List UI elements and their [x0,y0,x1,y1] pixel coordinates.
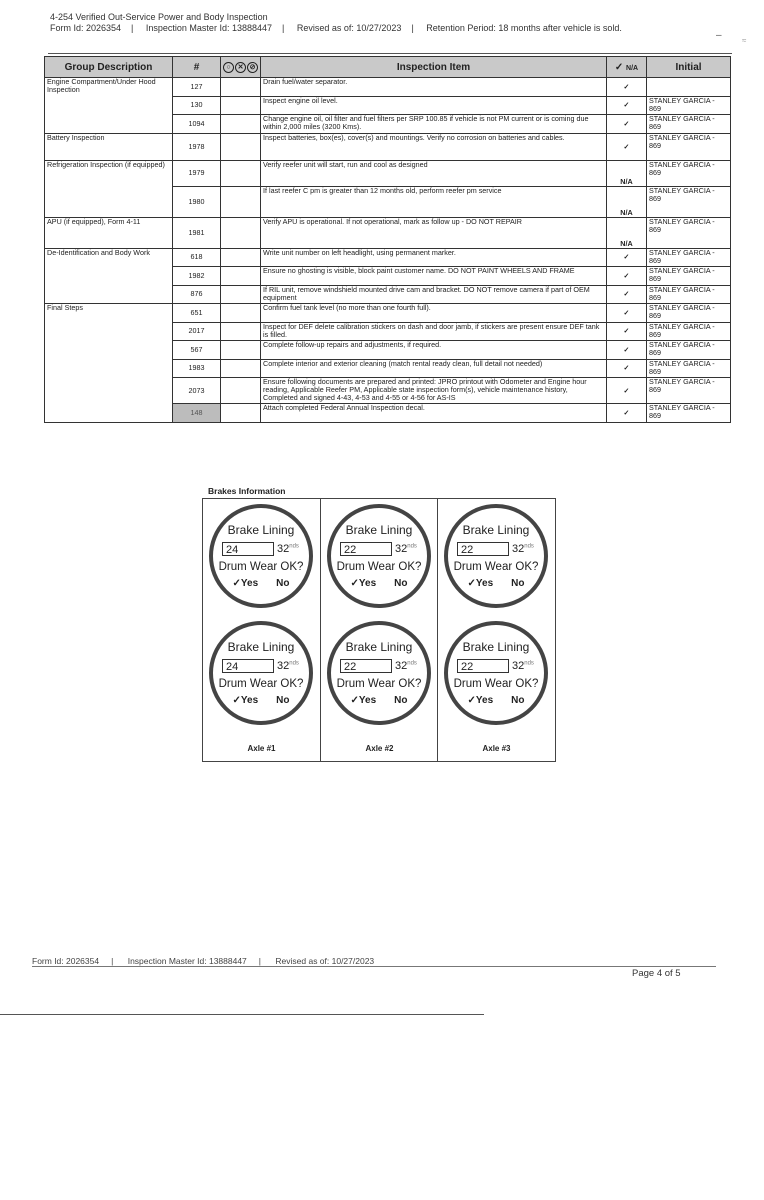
axle-label: Axle #3 [482,744,511,753]
blank-cell [221,248,261,267]
brake-lining-label: Brake Lining [462,523,530,537]
brake-lining-label: Brake Lining [462,640,530,654]
item-code: 2017 [173,322,221,341]
brake-unit [512,543,534,555]
blank-cell [221,96,261,115]
brake-gauge [327,504,431,608]
brake-lining-value: 24 [222,659,274,673]
footer-divider [32,966,716,967]
yes-no-options [213,695,309,706]
drum-wear-label: Drum Wear OK? [336,678,422,690]
initial-cell: STANLEY GARCIA - 869 [647,133,731,160]
blank-cell [221,217,261,248]
brake-lining-label: Brake Lining [345,523,413,537]
blank-cell [221,322,261,341]
blank-cell [221,304,261,323]
table-header-row [45,57,731,78]
header-form-id: Form Id: 2026354 [50,23,122,33]
unit-sup: nds [524,660,534,667]
check-icon: ✓ [614,61,627,73]
inspection-table [44,56,731,423]
no-option: No [511,578,525,589]
initial-cell: STANLEY GARCIA - 869 [647,160,731,187]
footer-revised: Revised as of: 10/27/2023 [275,956,375,966]
axle-label: Axle #1 [247,744,276,753]
status-symbols-icon: ○ ✕ ⊘ [223,62,258,73]
item-text: If RIL unit, remove windshield mounted drive cam and bracket. DO NOT remove camera if part of OEM equipment [261,285,607,304]
item-code: 1982 [173,267,221,286]
blank-cell [221,285,261,304]
col-check-na [607,57,647,78]
group-cell [45,404,173,423]
unit-sup: nds [524,543,534,550]
yes-no-options [213,578,309,589]
item-code: 130 [173,96,221,115]
item-text: Drain fuel/water separator. [261,78,607,97]
table-row [45,187,731,218]
item-code: 2073 [173,378,221,404]
no-option: No [511,695,525,706]
table-row [45,304,731,323]
table-row [45,78,731,97]
unit-sup: nds [407,660,417,667]
no-option: No [276,578,290,589]
page-header [50,12,622,34]
col-inspection-item: Inspection Item [261,57,607,78]
item-text: Write unit number on left headlight, using permanent marker. [261,248,607,267]
group-cell [45,115,173,134]
initial-cell: STANLEY GARCIA - 869 [647,96,731,115]
group-cell: Final Steps [45,304,173,323]
yes-option: ✓Yes [467,695,494,706]
item-text: Complete interior and exterior cleaning (match rental ready clean, full detail not needed) [261,359,607,378]
item-text: Complete follow-up repairs and adjustments, if required. [261,341,607,360]
brakes-title: Brakes Information [208,486,286,496]
drum-wear-label: Drum Wear OK? [453,561,539,573]
col-na-label: N/A [626,64,639,72]
status-check: ✓ [607,78,647,97]
table-row [45,217,731,248]
blank-cell [221,78,261,97]
initial-cell: STANLEY GARCIA - 869 [647,187,731,218]
brake-unit [395,543,417,555]
table-row [45,160,731,187]
group-cell [45,341,173,360]
header-revised: Revised as of: 10/27/2023 [296,23,402,33]
page-number: Page 4 of 5 [632,968,681,979]
status-check: ✓ [607,304,647,323]
page-footer: Form Id: 2026354 | Inspection Master Id: 13888447 | Revised as of: 10/27/2023 [32,956,375,966]
item-text: Inspect batteries, box(es), cover(s) and mountings. Verify no corrosion on batteries and cables. [261,133,607,160]
brake-gauge [209,621,313,725]
group-cell [45,187,173,218]
item-code: 148 [173,404,221,423]
status-na: N/A [607,187,647,218]
axle-column [437,499,555,761]
group-cell: APU (if equipped), Form 4-11 [45,217,173,248]
item-text: Attach completed Federal Annual Inspection decal. [261,404,607,423]
table-row [45,133,731,160]
group-cell [45,285,173,304]
unit-value: 32 [512,543,525,555]
yes-no-options [331,578,427,589]
group-cell [45,359,173,378]
initial-cell [647,78,731,97]
table-row [45,285,731,304]
col-group-description: Group Description [45,57,173,78]
yes-no-options [448,578,544,589]
unit-value: 32 [395,660,408,672]
item-text: Verify reefer unit will start, run and cool as designed [261,160,607,187]
blank-cell [221,359,261,378]
status-check: ✓ [607,115,647,134]
item-code: 1978 [173,133,221,160]
brake-lining-value: 22 [457,542,509,556]
yes-no-options [331,695,427,706]
yes-option: ✓Yes [350,695,377,706]
brake-lining-value: 22 [340,659,392,673]
blank-cell [221,341,261,360]
initial-cell: STANLEY GARCIA - 869 [647,341,731,360]
no-option: No [394,695,408,706]
initial-cell: STANLEY GARCIA - 869 [647,404,731,423]
axle-column [203,499,320,761]
table-row [45,341,731,360]
brake-gauge [444,504,548,608]
footer-form-id: Form Id: 2026354 [32,956,100,966]
footer-master-id: Inspection Master Id: 13888447 [127,956,247,966]
initial-cell: STANLEY GARCIA - 869 [647,304,731,323]
initial-cell: STANLEY GARCIA - 869 [647,267,731,286]
unit-sup: nds [289,660,299,667]
col-initial: Initial [647,57,731,78]
brake-gauge [444,621,548,725]
brake-unit [277,543,299,555]
table-row [45,96,731,115]
group-cell: De-Identification and Body Work [45,248,173,267]
item-code: 876 [173,285,221,304]
table-row [45,267,731,286]
unit-value: 32 [277,543,290,555]
status-check: ✓ [607,378,647,404]
table-row [45,404,731,423]
initial-cell: STANLEY GARCIA - 869 [647,115,731,134]
drum-wear-label: Drum Wear OK? [218,678,304,690]
brakes-panel [202,498,556,762]
corner-mark-icon: ≈ [742,36,747,45]
blank-cell [221,160,261,187]
axle-column [320,499,438,761]
item-code: 567 [173,341,221,360]
status-check: ✓ [607,285,647,304]
header-master-id: Inspection Master Id: 13888447 [145,23,272,33]
blank-cell [221,115,261,134]
col-number: # [173,57,221,78]
unit-value: 32 [395,543,408,555]
group-cell [45,322,173,341]
brake-lining-label: Brake Lining [345,640,413,654]
brake-gauge [327,621,431,725]
blank-cell [221,267,261,286]
yes-option: ✓Yes [232,578,259,589]
yes-option: ✓Yes [350,578,377,589]
item-text: If last reefer C pm is greater than 12 months old, perform reefer pm service [261,187,607,218]
brake-unit [395,660,417,672]
item-text: Change engine oil, oil filter and fuel filters per SRP 100.85 if vehicle is not PM current or is coming due within 2,000 miles (3200 Kms). [261,115,607,134]
status-check: ✓ [607,359,647,378]
brake-lining-label: Brake Lining [227,523,295,537]
group-cell [45,96,173,115]
item-code: 618 [173,248,221,267]
brake-lining-label: Brake Lining [227,640,295,654]
header-retention: Retention Period: 18 months after vehicle is sold. [426,23,622,33]
yes-option: ✓Yes [232,695,259,706]
table-row [45,322,731,341]
drum-wear-label: Drum Wear OK? [218,561,304,573]
item-code: 1983 [173,359,221,378]
axle-label: Axle #2 [365,744,394,753]
unit-value: 32 [277,660,290,672]
unit-sup: nds [407,543,417,550]
form-title: 4-254 Verified Out-Service Power and Body Inspection [50,12,268,22]
status-check: ✓ [607,248,647,267]
initial-cell: STANLEY GARCIA - 869 [647,359,731,378]
col-status-symbols [221,57,261,78]
table-row [45,359,731,378]
brake-lining-value: 22 [340,542,392,556]
status-na: N/A [607,160,647,187]
item-text: Verify APU is operational. If not operational, mark as follow up - DO NOT REPAIR [261,217,607,248]
unit-value: 32 [512,660,525,672]
no-option: No [276,695,290,706]
item-text: Confirm fuel tank level (no more than one fourth full). [261,304,607,323]
item-text: Inspect engine oil level. [261,96,607,115]
item-code: 127 [173,78,221,97]
table-row [45,378,731,404]
header-meta: Form Id: 2026354 | Inspection Master Id: 13888447 | Revised as of: 10/27/2023 | Retention Period: 18 months after vehicle is sold. [50,23,622,33]
blank-cell [221,404,261,423]
bottom-rule [0,1014,484,1015]
item-code: 651 [173,304,221,323]
status-check: ✓ [607,96,647,115]
status-check: ✓ [607,267,647,286]
group-cell: Refrigeration Inspection (if equipped) [45,160,173,187]
item-text: Ensure following documents are prepared and printed: JPRO printout with Odometer and Engine hour reading, Applicable Reefer PM, Applicable state inspection form(s), vehicle maintenance history, Completed and signed 4-43, 4-53 and 4-55 or 4-56 for AS-IS [261,378,607,404]
status-na: N/A [607,217,647,248]
group-cell [45,267,173,286]
initial-cell: STANLEY GARCIA - 869 [647,217,731,248]
blank-cell [221,133,261,160]
item-text: Inspect for DEF delete calibration stickers on dash and door jamb, if stickers are present ensure DEF tank is filled. [261,322,607,341]
yes-option: ✓Yes [467,578,494,589]
blank-cell [221,378,261,404]
table-row [45,115,731,134]
brake-lining-value: 24 [222,542,274,556]
status-check: ✓ [607,133,647,160]
dash-mark: – [716,30,722,41]
brake-unit [277,660,299,672]
initial-cell: STANLEY GARCIA - 869 [647,285,731,304]
initial-cell: STANLEY GARCIA - 869 [647,248,731,267]
yes-no-options [448,695,544,706]
table-row [45,248,731,267]
brake-unit [512,660,534,672]
group-cell: Battery Inspection [45,133,173,160]
item-text: Ensure no ghosting is visible, block paint customer name. DO NOT PAINT WHEELS AND FRAME [261,267,607,286]
brake-lining-value: 22 [457,659,509,673]
no-option: No [394,578,408,589]
status-check: ✓ [607,404,647,423]
drum-wear-label: Drum Wear OK? [453,678,539,690]
item-code: 1979 [173,160,221,187]
status-check: ✓ [607,341,647,360]
unit-sup: nds [289,543,299,550]
item-code: 1094 [173,115,221,134]
status-check: ✓ [607,322,647,341]
brake-gauge [209,504,313,608]
initial-cell: STANLEY GARCIA - 869 [647,378,731,404]
header-divider [48,53,732,54]
group-cell [45,378,173,404]
blank-cell [221,187,261,218]
group-cell: Engine Compartment/Under Hood Inspection [45,78,173,97]
drum-wear-label: Drum Wear OK? [336,561,422,573]
item-code: 1981 [173,217,221,248]
initial-cell: STANLEY GARCIA - 869 [647,322,731,341]
item-code: 1980 [173,187,221,218]
